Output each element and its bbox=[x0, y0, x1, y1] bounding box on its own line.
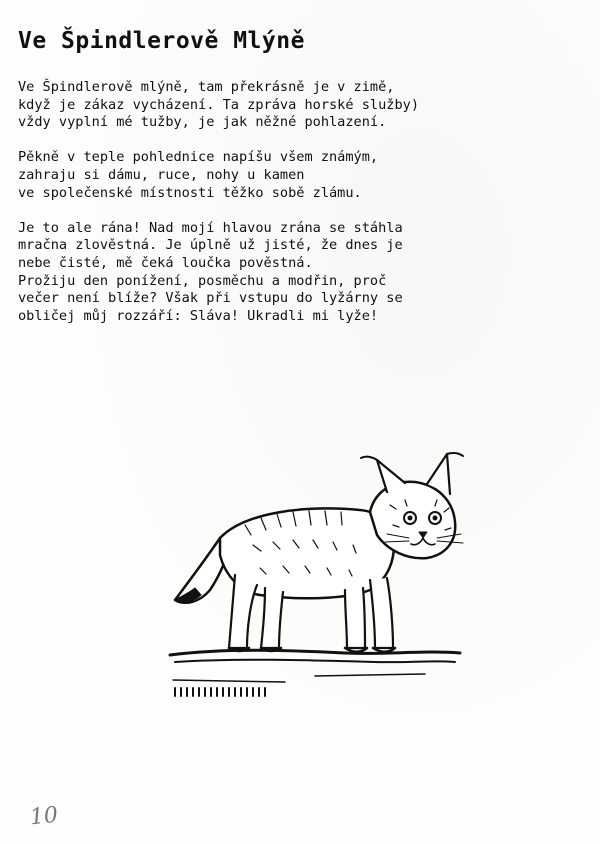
page-number: 10 bbox=[28, 802, 60, 831]
poem-line: když je zákaz vycházení. Ta zpráva horské služby) bbox=[18, 96, 420, 113]
poem-line: Pěkně v teple pohlednice napíšu všem známým, bbox=[18, 149, 379, 166]
poem-line: nebe čisté, mě čeká loučka pověstná. bbox=[18, 254, 313, 271]
poem-line: večer není blíže? Však při vstupu do lyžárny se bbox=[18, 290, 403, 307]
poem-line: Ve Špindlerově mlýně, tam překrásně je v zimě, bbox=[18, 79, 395, 95]
poem-line: vždy vyplní mé tužby, je jak něžné pohlazení. bbox=[18, 114, 387, 131]
stanza-1 bbox=[18, 79, 588, 132]
poem-line: ve společenské místnosti těžko sobě zlámu. bbox=[18, 184, 362, 201]
poem-line: obličej můj rozzáří: Sláva! Ukradli mi lyže! bbox=[18, 307, 379, 324]
poem-title: Ve Špindlerově Mlýně bbox=[18, 28, 305, 54]
poem-line: mračna zlověstná. Je úplně už jisté, že dnes je bbox=[18, 237, 403, 254]
stanza-3 bbox=[18, 220, 588, 326]
ground-icon bbox=[170, 650, 460, 696]
poem-line: Prožiju den ponížení, posměchu a modřin, proč bbox=[18, 272, 387, 289]
poem-line: zahraju si dámu, ruce, nohy u kamen bbox=[18, 166, 305, 183]
poem-body bbox=[18, 79, 588, 343]
stanza-2 bbox=[18, 149, 588, 202]
lynx-illustration bbox=[165, 450, 465, 710]
poem-line: Je to ale rána! Nad mojí hlavou zrána se stáhla bbox=[18, 219, 403, 236]
